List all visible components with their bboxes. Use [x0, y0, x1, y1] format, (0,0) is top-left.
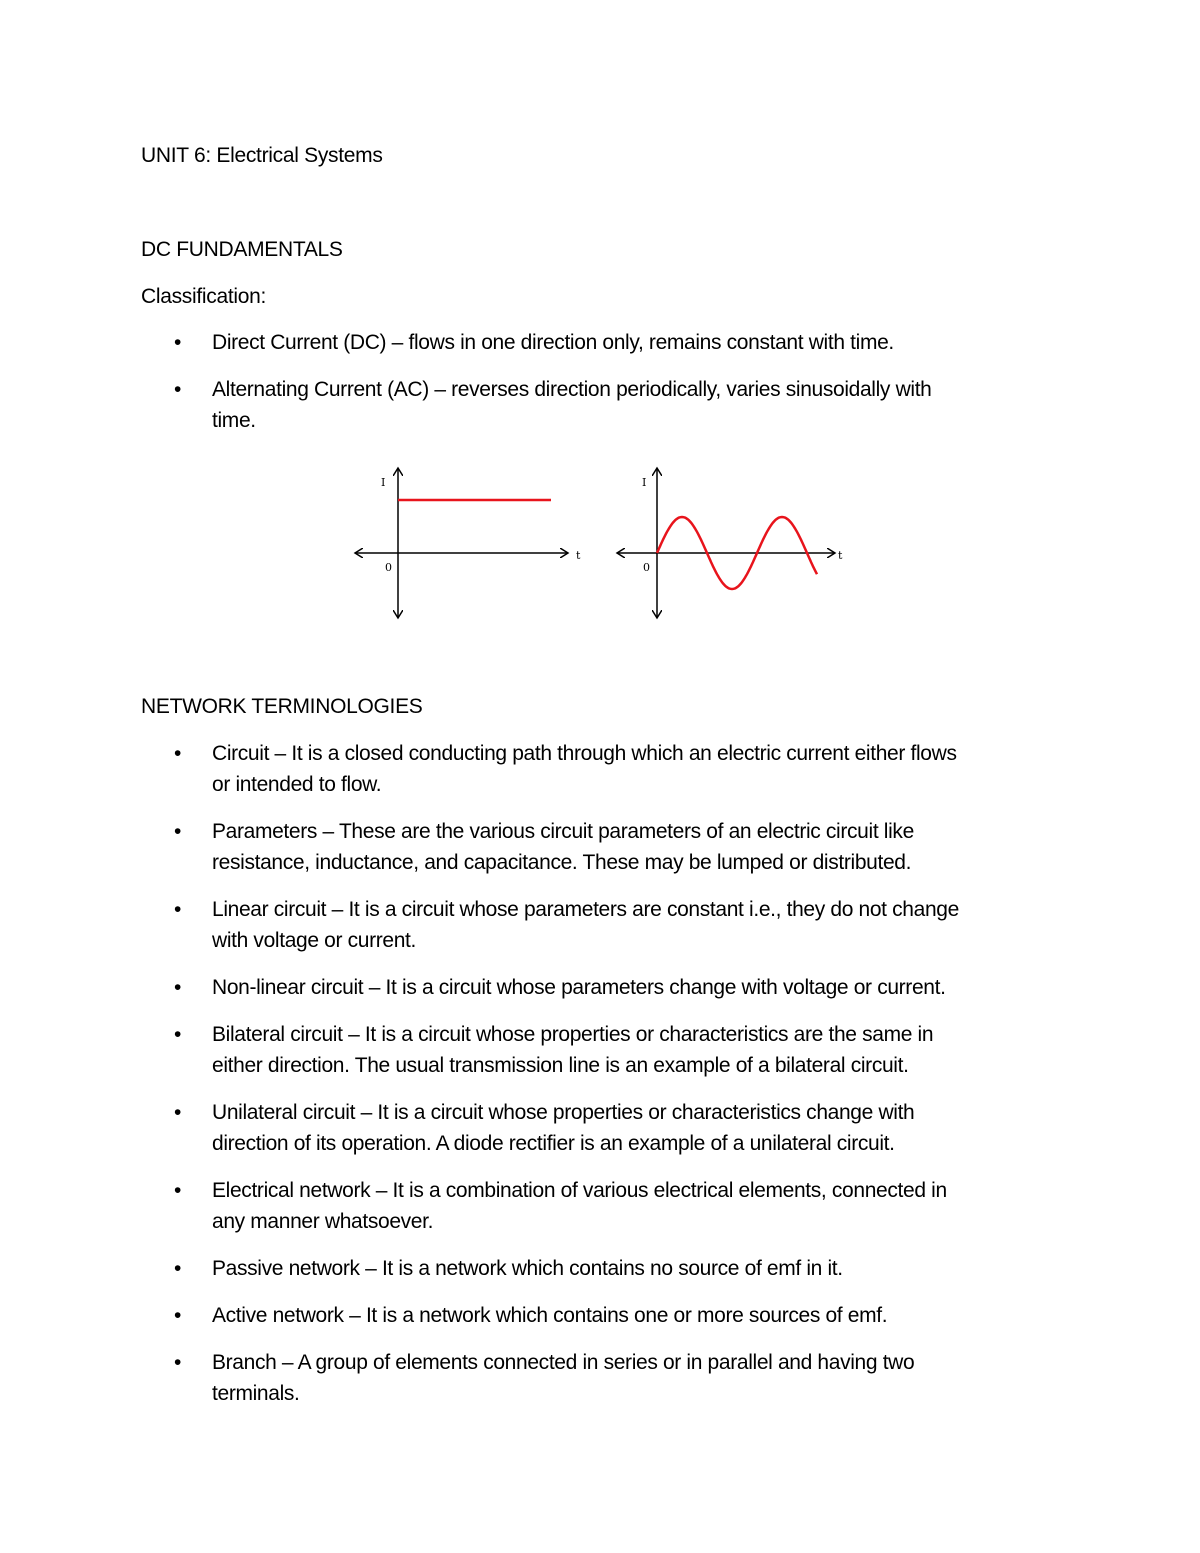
item-line-1: Direct Current (DC) – flows in one direction only, remains constant with time.	[212, 331, 894, 354]
item-line-1: Electrical network – It is a combination of various electrical elements, connected in	[212, 1179, 947, 1202]
unit-title: UNIT 6: Electrical Systems	[141, 144, 383, 167]
list-item	[141, 1253, 1061, 1284]
bullet-icon: •	[174, 1179, 182, 1202]
list-item	[141, 1300, 1061, 1331]
section-heading-dc-fundamentals: DC FUNDAMENTALS	[141, 238, 343, 261]
item-line-1: Circuit – It is a closed conducting path through which an electric current either flows	[212, 742, 957, 765]
item-line-1: Parameters – These are the various circuit parameters of an electric circuit like	[212, 820, 914, 843]
bullet-icon: •	[174, 898, 182, 921]
list-item	[141, 1097, 1061, 1159]
bullet-icon: •	[174, 820, 182, 843]
item-line-1: Active network – It is a network which contains one or more sources of emf.	[212, 1304, 888, 1327]
list-item	[141, 1175, 1061, 1237]
bullet-icon: •	[174, 1023, 182, 1046]
item-line-1: Non-linear circuit – It is a circuit whose parameters change with voltage or current.	[212, 976, 946, 999]
section-heading-network-terminologies: NETWORK TERMINOLOGIES	[141, 695, 423, 718]
dc-current-graph	[355, 468, 581, 618]
item-line-2: or intended to flow.	[212, 773, 382, 796]
item-line-2: terminals.	[212, 1382, 300, 1405]
item-line-1: Alternating Current (AC) – reverses direction periodically, varies sinusoidally with	[212, 378, 932, 401]
list-item	[141, 1019, 1061, 1081]
bullet-icon: •	[174, 742, 182, 765]
item-line-1: Passive network – It is a network which contains no source of emf in it.	[212, 1257, 843, 1280]
dc-x-axis-label: t	[576, 549, 581, 562]
terminology-list	[141, 738, 1061, 1425]
item-line-2: time.	[212, 409, 256, 432]
item-line-1: Bilateral circuit – It is a circuit whose properties or characteristics are the same in	[212, 1023, 934, 1046]
list-item	[141, 894, 1061, 956]
list-item	[141, 816, 1061, 878]
item-line-1: Unilateral circuit – It is a circuit whose properties or characteristics change with	[212, 1101, 915, 1124]
item-line-2: resistance, inductance, and capacitance. These may be lumped or distributed.	[212, 851, 912, 874]
item-line-2: any manner whatsoever.	[212, 1210, 434, 1233]
bullet-icon: •	[174, 378, 182, 401]
ac-y-axis-label: I	[642, 476, 647, 489]
item-line-2: either direction. The usual transmission line is an example of a bilateral circuit.	[212, 1054, 909, 1077]
item-line-2: with voltage or current.	[212, 929, 417, 952]
list-item	[141, 1347, 1061, 1409]
current-waveform-figures	[0, 0, 1200, 640]
bullet-icon: •	[174, 1101, 182, 1124]
ac-origin-label: 0	[643, 561, 650, 574]
bullet-icon: •	[174, 976, 182, 999]
list-item	[141, 738, 1061, 800]
bullet-icon: •	[174, 331, 182, 354]
list-item	[141, 972, 1061, 1003]
dc-y-axis-label: I	[381, 476, 386, 489]
item-line-1: Linear circuit – It is a circuit whose parameters are constant i.e., they do not change	[212, 898, 959, 921]
item-line-2: direction of its operation. A diode rectifier is an example of a unilateral circuit.	[212, 1132, 895, 1155]
bullet-icon: •	[174, 1351, 182, 1374]
classification-subheading: Classification:	[141, 285, 267, 308]
dc-origin-label: 0	[385, 561, 392, 574]
bullet-icon: •	[174, 1304, 182, 1327]
ac-x-axis-label: t	[838, 549, 843, 562]
bullet-icon: •	[174, 1257, 182, 1280]
ac-current-graph	[617, 468, 843, 618]
item-line-1: Branch – A group of elements connected in series or in parallel and having two	[212, 1351, 915, 1374]
